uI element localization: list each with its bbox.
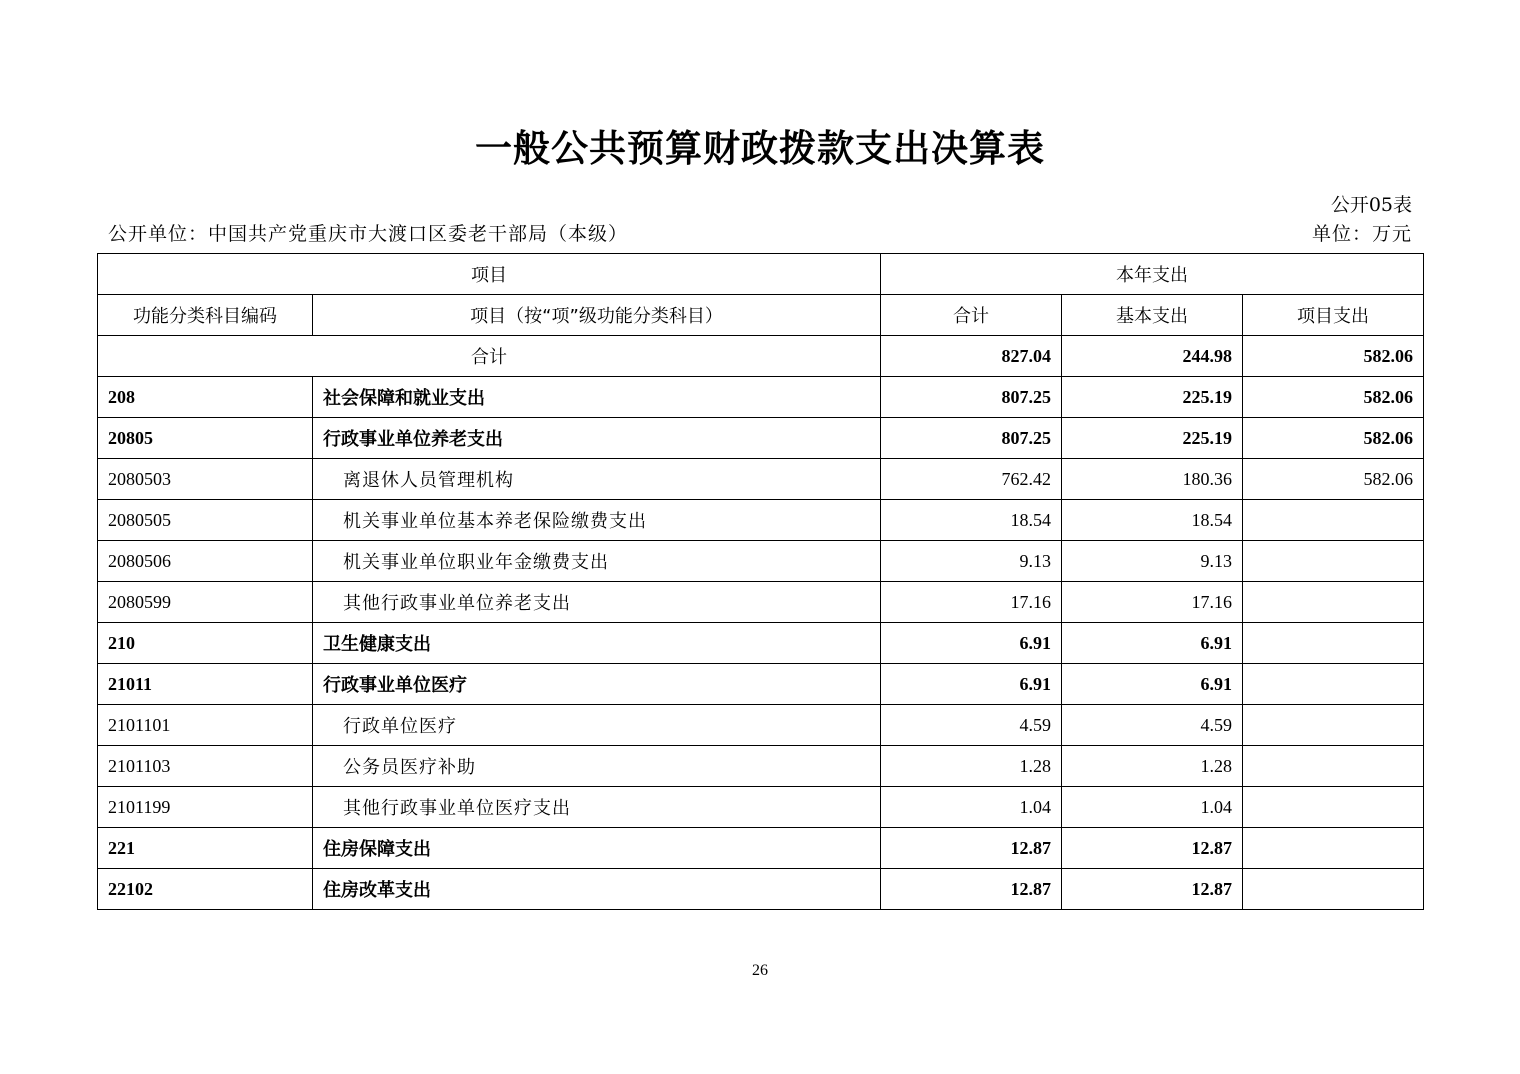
row-name: 公务员医疗补助 <box>313 746 881 787</box>
header-project-expenditure: 项目支出 <box>1243 295 1424 336</box>
row-basic: 6.91 <box>1062 623 1243 664</box>
row-basic: 12.87 <box>1062 828 1243 869</box>
header-current-year: 本年支出 <box>881 254 1424 295</box>
row-project <box>1243 664 1424 705</box>
total-project: 582.06 <box>1243 336 1424 377</box>
row-basic: 225.19 <box>1062 418 1243 459</box>
row-code: 21011 <box>98 664 313 705</box>
table-row <box>98 377 1424 418</box>
row-total: 6.91 <box>881 623 1062 664</box>
header-total: 合计 <box>881 295 1062 336</box>
row-code: 2080599 <box>98 582 313 623</box>
total-label: 合计 <box>98 336 881 377</box>
row-code: 210 <box>98 623 313 664</box>
row-code: 208 <box>98 377 313 418</box>
reporting-unit: 公开单位：中国共产党重庆市大渡口区委老干部局（本级） <box>108 223 629 245</box>
row-basic: 9.13 <box>1062 541 1243 582</box>
table-row <box>98 828 1424 869</box>
row-name: 住房改革支出 <box>313 869 881 910</box>
row-project <box>1243 500 1424 541</box>
row-code: 2080505 <box>98 500 313 541</box>
table-row <box>98 869 1424 910</box>
table-row <box>98 787 1424 828</box>
row-basic: 1.04 <box>1062 787 1243 828</box>
row-project <box>1243 828 1424 869</box>
row-total: 1.04 <box>881 787 1062 828</box>
row-total: 12.87 <box>881 869 1062 910</box>
row-name: 其他行政事业单位养老支出 <box>313 582 881 623</box>
row-project <box>1243 869 1424 910</box>
row-basic: 180.36 <box>1062 459 1243 500</box>
row-total: 762.42 <box>881 459 1062 500</box>
row-total: 6.91 <box>881 664 1062 705</box>
row-total: 807.25 <box>881 418 1062 459</box>
row-project <box>1243 787 1424 828</box>
document-title: 一般公共预算财政拨款支出决算表 <box>475 127 1045 170</box>
row-basic: 18.54 <box>1062 500 1243 541</box>
table-row <box>98 582 1424 623</box>
row-code: 2101101 <box>98 705 313 746</box>
table-row <box>98 500 1424 541</box>
expenditure-table <box>97 253 1424 910</box>
row-total: 807.25 <box>881 377 1062 418</box>
header-project: 项目 <box>98 254 881 295</box>
row-basic: 4.59 <box>1062 705 1243 746</box>
header-row-2 <box>98 295 1424 336</box>
row-code: 2101199 <box>98 787 313 828</box>
row-basic: 1.28 <box>1062 746 1243 787</box>
header-row-1 <box>98 254 1424 295</box>
row-project <box>1243 582 1424 623</box>
page-number: 26 <box>752 962 768 979</box>
total-row <box>98 336 1424 377</box>
form-number: 公开05表 <box>1330 194 1412 216</box>
table-row <box>98 459 1424 500</box>
table-row <box>98 746 1424 787</box>
row-project: 582.06 <box>1243 459 1424 500</box>
row-project <box>1243 746 1424 787</box>
row-project: 582.06 <box>1243 418 1424 459</box>
row-name: 住房保障支出 <box>313 828 881 869</box>
row-project: 582.06 <box>1243 377 1424 418</box>
row-name: 卫生健康支出 <box>313 623 881 664</box>
row-total: 18.54 <box>881 500 1062 541</box>
currency-unit: 单位：万元 <box>1311 223 1412 245</box>
row-total: 12.87 <box>881 828 1062 869</box>
table-row <box>98 664 1424 705</box>
row-basic: 12.87 <box>1062 869 1243 910</box>
row-basic: 17.16 <box>1062 582 1243 623</box>
row-code: 2080506 <box>98 541 313 582</box>
row-code: 20805 <box>98 418 313 459</box>
row-total: 9.13 <box>881 541 1062 582</box>
row-project <box>1243 541 1424 582</box>
table-row <box>98 418 1424 459</box>
row-name: 其他行政事业单位医疗支出 <box>313 787 881 828</box>
header-basic: 基本支出 <box>1062 295 1243 336</box>
row-name: 机关事业单位职业年金缴费支出 <box>313 541 881 582</box>
total-basic: 244.98 <box>1062 336 1243 377</box>
total-sum: 827.04 <box>881 336 1062 377</box>
row-code: 2101103 <box>98 746 313 787</box>
row-name: 行政单位医疗 <box>313 705 881 746</box>
row-total: 17.16 <box>881 582 1062 623</box>
row-total: 1.28 <box>881 746 1062 787</box>
table-row <box>98 705 1424 746</box>
row-code: 221 <box>98 828 313 869</box>
row-total: 4.59 <box>881 705 1062 746</box>
row-project <box>1243 623 1424 664</box>
row-code: 2080503 <box>98 459 313 500</box>
row-project <box>1243 705 1424 746</box>
header-item: 项目（按“项”级功能分类科目） <box>313 295 881 336</box>
row-name: 行政事业单位养老支出 <box>313 418 881 459</box>
row-name: 社会保障和就业支出 <box>313 377 881 418</box>
row-basic: 225.19 <box>1062 377 1243 418</box>
row-name: 行政事业单位医疗 <box>313 664 881 705</box>
table-row <box>98 623 1424 664</box>
header-code: 功能分类科目编码 <box>98 295 313 336</box>
table-row <box>98 541 1424 582</box>
row-name: 离退休人员管理机构 <box>313 459 881 500</box>
row-code: 22102 <box>98 869 313 910</box>
row-name: 机关事业单位基本养老保险缴费支出 <box>313 500 881 541</box>
row-basic: 6.91 <box>1062 664 1243 705</box>
